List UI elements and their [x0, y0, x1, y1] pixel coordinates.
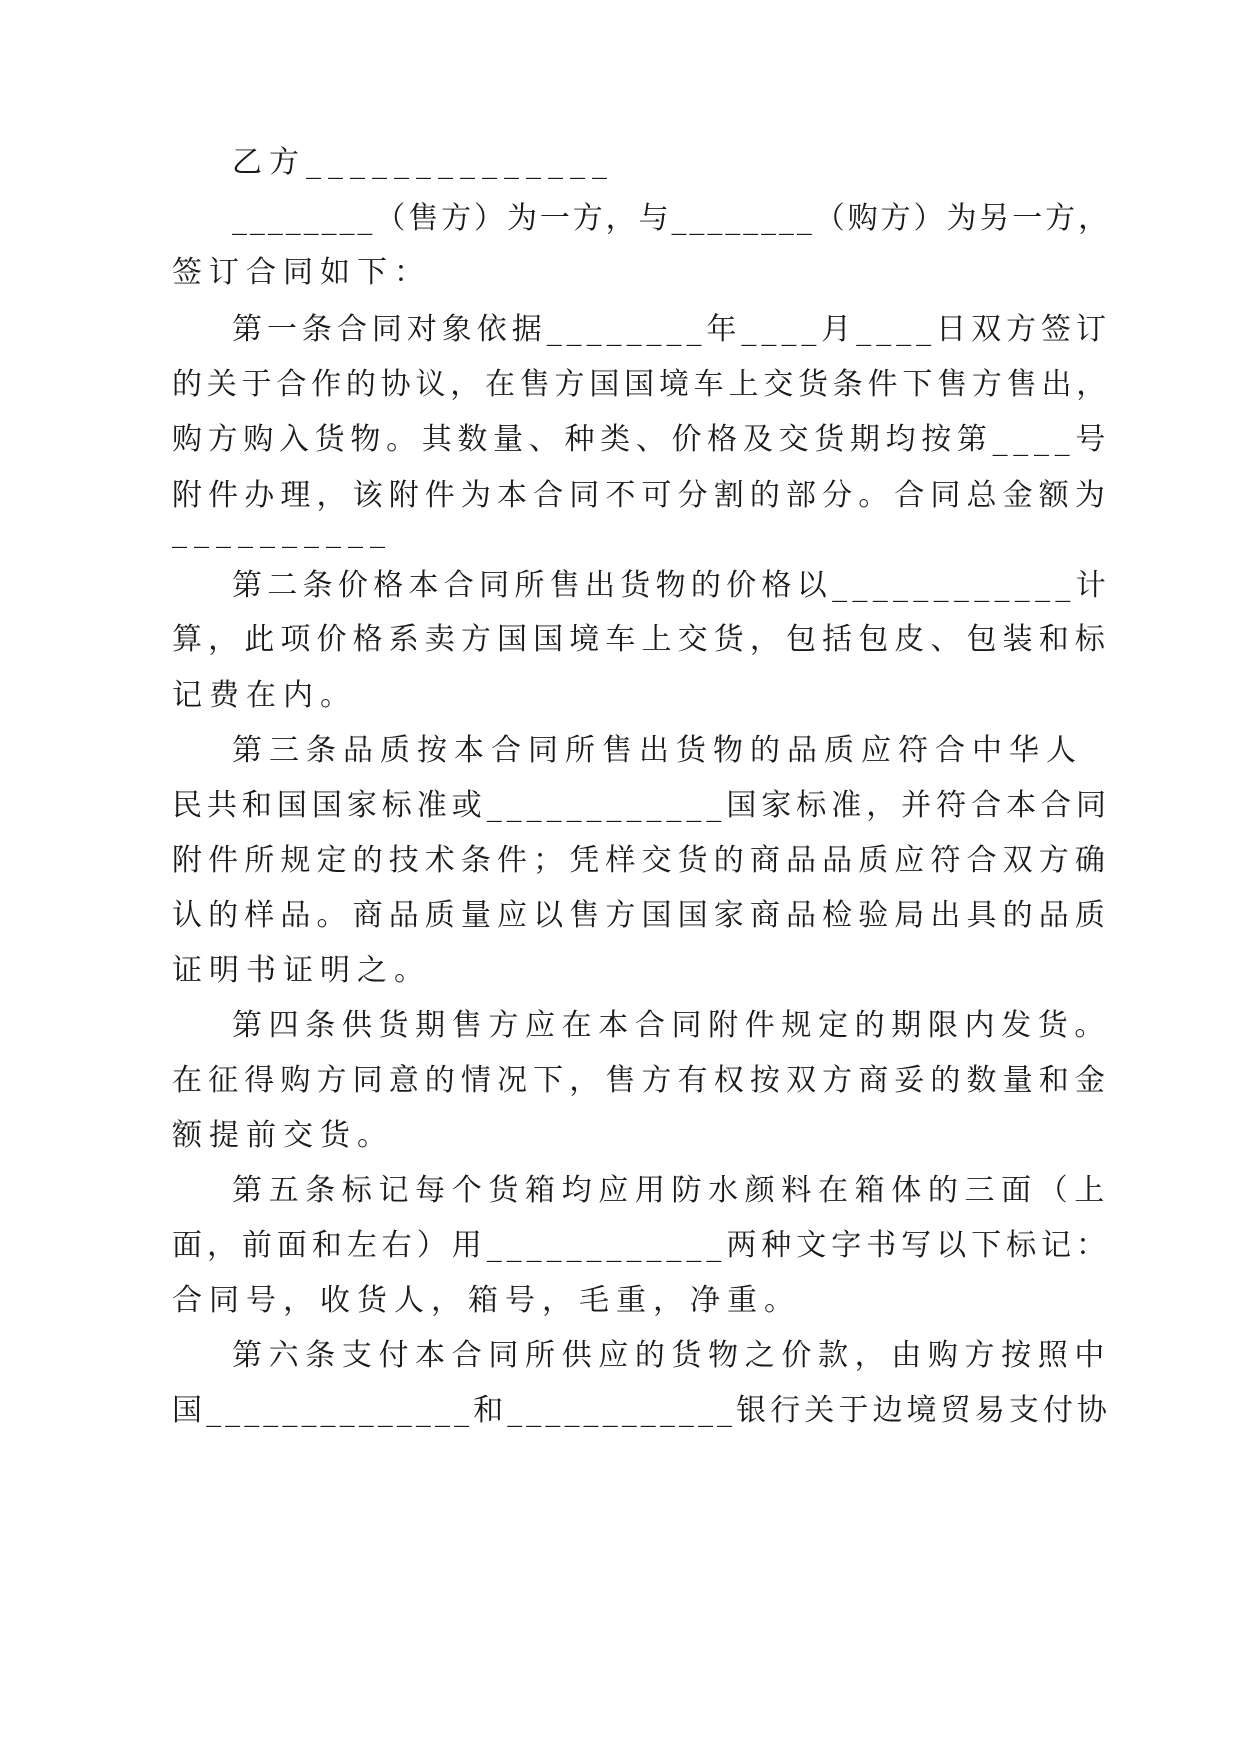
text-line-24: 国______________和____________银行关于边境贸易支付协 [172, 1393, 1111, 1428]
text-line-15: 认的样品。商品质量应以售方国国家商品检验局出具的品质 [172, 898, 1111, 933]
text-line-18: 在征得购方同意的情况下，售方有权按双方商妥的数量和金 [172, 1063, 1111, 1098]
text-line-20: 第五条标记每个货箱均应用防水颜料在箱体的三面（上 [232, 1173, 1111, 1208]
text-line-22: 合同号，收货人，箱号，毛重，净重。 [172, 1283, 801, 1318]
text-line-12: 第三条品质按本合同所售出货物的品质应符合中华人 [232, 733, 1083, 768]
text-line-14: 附件所规定的技术条件；凭样交货的商品品质应符合双方确 [172, 843, 1111, 878]
text-line-8: __________ [172, 514, 392, 549]
text-line-16: 证明书证明之。 [172, 953, 431, 988]
text-line-21: 面，前面和左右）用____________两种文字书写以下标记： [172, 1228, 1111, 1263]
text-line-13: 民共和国国家标准或____________国家标准，并符合本合同 [172, 788, 1111, 823]
text-line-5: 的关于合作的协议，在售方国国境车上交货条件下售方售出， [172, 367, 1111, 402]
text-line-2: ________（售方）为一方，与________（购方）为另一方， [232, 201, 1111, 236]
text-line-17: 第四条供货期售方应在本合同附件规定的期限内发货。 [232, 1008, 1111, 1043]
text-line-4: 第一条合同对象依据________年____月____日双方签订 [232, 312, 1111, 347]
text-line-9: 第二条价格本合同所售出货物的价格以____________计 [232, 568, 1111, 603]
text-line-7: 附件办理，该附件为本合同不可分割的部分。合同总金额为 [172, 478, 1111, 513]
text-line-6: 购方购入货物。其数量、种类、价格及交货期均按第____号 [172, 422, 1111, 457]
text-line-1: 乙方______________ [232, 145, 614, 180]
text-line-3: 签订合同如下： [172, 255, 431, 290]
text-line-11: 记费在内。 [172, 678, 357, 713]
text-line-23: 第六条支付本合同所供应的货物之价款，由购方按照中 [232, 1338, 1111, 1373]
text-line-10: 算，此项价格系卖方国国境车上交货，包括包皮、包装和标 [172, 622, 1111, 657]
text-line-19: 额提前交货。 [172, 1118, 394, 1153]
